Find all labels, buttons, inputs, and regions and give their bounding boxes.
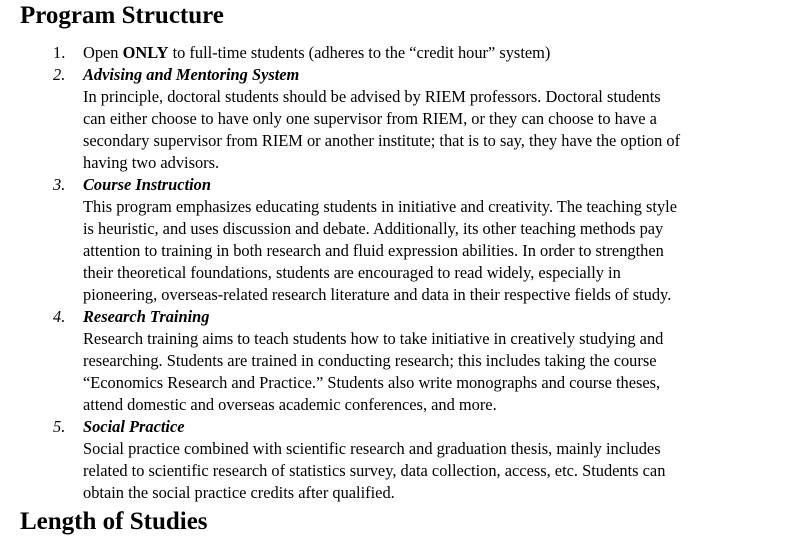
item-text-bold: ONLY: [122, 43, 169, 62]
item-line: Research training aims to teach students how to take initiative in creatively studying and: [83, 329, 664, 348]
list-item-3: [0, 174, 788, 306]
item-title: Advising and Mentoring System: [83, 65, 300, 84]
item-line: This program emphasizes educating students in initiative and creativity. The teaching style: [83, 197, 677, 216]
item-line: can either choose to have only one supervisor from RIEM, or they can choose to have a: [83, 109, 657, 128]
item-number: 2.: [53, 65, 66, 84]
item-number: 3.: [53, 175, 66, 194]
item-line: their theoretical foundations, students are encouraged to read widely, especially in: [83, 263, 621, 282]
program-structure-list: [0, 42, 798, 504]
item-number: 5.: [53, 417, 66, 436]
list-item-1: [0, 42, 788, 64]
item-number: 1.: [53, 43, 66, 62]
item-line: “Economics Research and Practice.” Students also write monographs and course theses,: [83, 373, 661, 392]
item-title: Course Instruction: [83, 175, 211, 194]
item-number: 4.: [53, 307, 66, 326]
list-item-4: [0, 306, 788, 416]
list-item-5: [0, 416, 788, 504]
item-line: is heuristic, and uses discussion and debate. Additionally, its other teaching methods pay: [83, 219, 664, 238]
item-line: related to scientific research of statistics survey, data collection, access, etc. Students can: [83, 461, 666, 480]
item-title: Social Practice: [83, 417, 185, 436]
item-title: Research Training: [83, 307, 210, 326]
item-line: attend domestic and overseas academic conferences, and more.: [83, 395, 497, 414]
item-text-suffix: to full-time students (adheres to the “credit hour” system): [168, 43, 551, 62]
item-text: [83, 42, 788, 64]
item-line: Social practice combined with scientific research and graduation thesis, mainly includes: [83, 439, 661, 458]
item-text-prefix: Open: [83, 43, 123, 62]
item-line: secondary supervisor from RIEM or another institute; that is to say, they have the option of: [83, 131, 681, 150]
item-line: having two advisors.: [83, 153, 220, 172]
item-line: researching. Students are trained in conducting research; this includes taking the course: [83, 351, 657, 370]
item-line: obtain the social practice credits after qualified.: [83, 483, 395, 502]
item-line: attention to training in both research and fluid expression abilities. In order to strengthen: [83, 241, 664, 260]
item-line: pioneering, overseas-related research literature and data in their respective fields of study.: [83, 285, 672, 304]
section-heading-program-structure: Program Structure: [20, 2, 224, 29]
item-line: In principle, doctoral students should be advised by RIEM professors. Doctoral students: [83, 87, 661, 106]
section-heading-length-of-studies: Length of Studies: [20, 508, 208, 535]
list-item-2: [0, 64, 788, 174]
